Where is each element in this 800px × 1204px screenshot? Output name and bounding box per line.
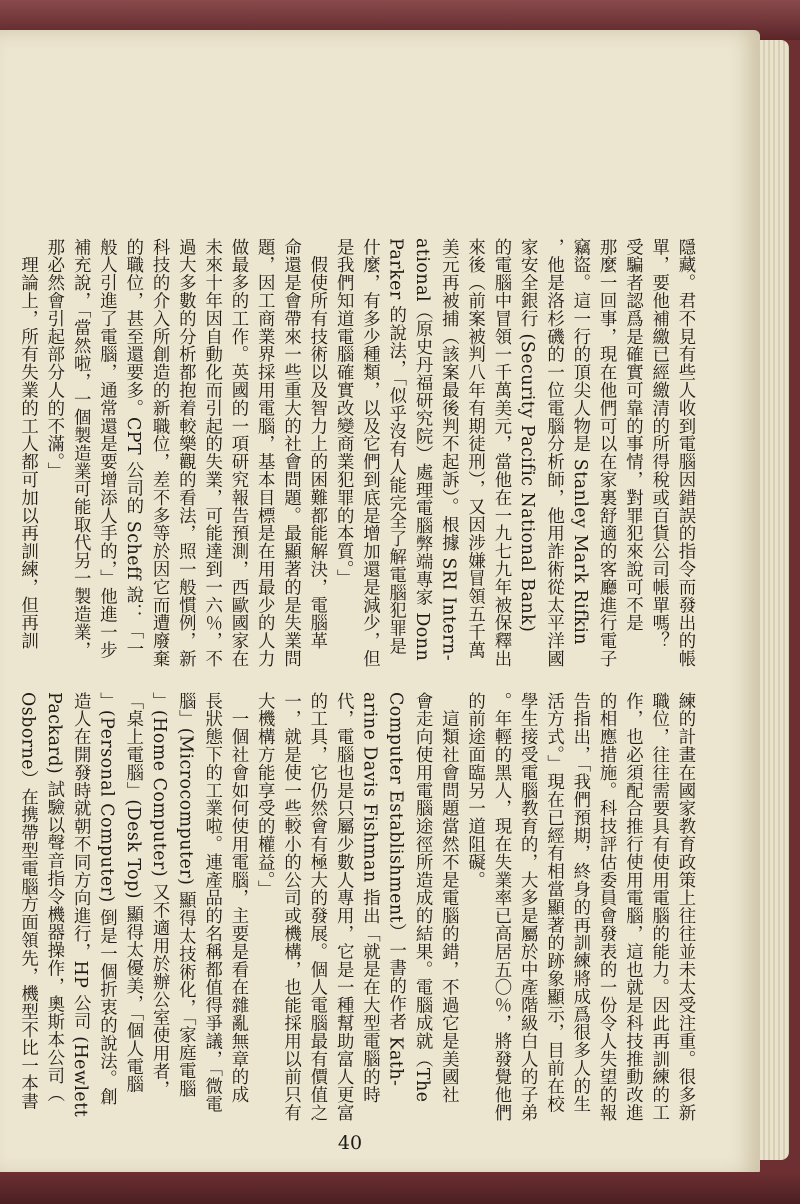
text-column: 科技的介入所創造的新職位，差不多等於因它而遭廢棄 [149,238,170,668]
text-column: 的電腦中冒領一千萬美元，當他在一九七九年被保釋出 [490,238,511,668]
text-column: 的前途面臨另一道阻礙。 [464,692,485,889]
text-column: 般人引進了電腦，通常還是要增添人手的，」他進一步 [96,238,117,659]
text-column: 過大多數的分析都抱着較樂觀的看法，照一般慣例，新 [175,238,196,668]
text-column: ，他是洛杉磯的一位電腦分析師，他用詐術從太平洋國 [543,238,564,668]
text-column: 的相應措施。科技評估委員會發表的一份令人失望的報 [596,692,617,1122]
text-column: 單，要他補繳已經繳清的所得稅或百貨公司帳單嗎？ [648,238,669,650]
text-column: 大機構方能享受的權益。」 [254,692,275,899]
text-column: 學生接受電腦教育的，大多是屬於中產階級白人的子弟 [517,692,538,1122]
text-column: 一，就是使一些較小的公司或機構，也能採用以前只有 [280,692,301,1122]
text-column: arine Davis Fishman 指出「就是在大型電腦的時 [359,692,380,1104]
text-column: 長狀態下的工業啦。連產品的名稱都值得爭議，「微電 [201,692,222,1113]
text-column: 一個社會如何使用電腦，主要是看在雜亂無章的成 [227,692,248,1104]
text-column: 補充說，「當然啦，一個製造業可能取代另一製造業， [70,238,91,659]
text-column: 美元再被捕（該案最後判不起訴）。根據 SRI Intern- [438,238,459,662]
text-column: 家安全銀行 (Security Pacific National Bank) [517,238,538,633]
text-column: 會走向使用電腦途徑所造成的結果。電腦成就（The [412,692,433,1103]
text-column: 做最多的工作。英國的一項研究報告預測，西歐國家在 [227,238,248,668]
text-column: 腦」(Microcomputer) 顯得太技術化，「家庭電腦 [175,692,196,1098]
text-column: 代，電腦也是只屬少數人專用，它是一種幫助富人更富 [333,692,354,1122]
text-column: 未來十年因自動化而引起的失業，可能達到一六％，不 [201,238,222,668]
text-column: 什麼，有多少種類，以及它們到底是增加還是減少，但 [359,238,380,668]
text-column: 告指出，「我們預期，終身的再訓練將成爲很多人的生 [569,692,590,1113]
text-column: Packard) 試驗以聲音指令機器操作，奧斯本公司（ [43,692,64,1103]
text-column: 」(Home Computer) 又不適用於辦公室使用者， [149,692,170,1098]
text-column: 作，也必須配合推行使用電腦，這也就是科技推動改進 [622,692,643,1122]
text-column: 活方式。」現在已經有相當顯著的跡象顯示，目前在校 [543,692,564,1113]
bottom-text-block [17,692,698,1122]
text-column: 「桌上電腦」(Desk Top) 顯得太優美，「個人電腦 [122,692,143,1094]
text-column: 是我們知道電腦確實改變商業犯罪的本質。」 [333,238,354,588]
text-column: ational（原史丹福研究院）處理電腦弊端專家 Donn [412,238,433,662]
text-column: 這類社會問題當然不是電腦的錯，不過它是美國社 [438,692,459,1104]
text-column: 隱藏。君不見有些人收到電腦因錯誤的指令而發出的帳 [675,238,695,668]
text-column: 那麼一回事，現在他們可以在家裏舒適的客廳進行電子 [596,238,617,668]
text-column: 練的計畫在國家教育政策上往往並未太受注重。很多新 [675,692,695,1122]
text-column: 職位，往往需要具有使用電腦的能力。因此再訓練的工 [648,692,669,1122]
text-column: 的職位，甚至還要多。CPT 公司的 Scheff 說：「一 [122,238,143,658]
text-column: 那必然會引起部分人的不滿。」 [43,238,64,480]
text-column: Osborne）在携帶型電腦方面領先，機型不比一本書 [17,692,38,1111]
text-column: 竊盜。這一行的頂尖人物是 Stanley Mark Rifkin [569,238,590,645]
book-page [0,30,760,1176]
text-column: 。年輕的黑人，現在失業率已高居五〇％，將發覺他們 [490,692,511,1122]
text-column: 的工具，它仍然會有極大的發展。個人電腦最有價值之 [306,692,327,1122]
text-column: 受騙者認爲是確實可靠的事情，對罪犯來說可不是 [622,238,643,632]
text-column: 理論上，所有失業的工人都可加以再訓練，但再訓 [17,238,38,650]
text-column: 造人在開發時就朝不同方向進行，HP 公司 (Hewlett [70,692,91,1118]
book-cover-bottom [0,1172,800,1204]
text-column: 假使所有技術以及智力上的困難都能解決，電腦革 [306,238,327,650]
text-column: 題，因工商業界採用電腦，基本目標是在用最少的人力 [254,238,275,668]
text-column: 命還是會帶來一些重大的社會問題。最顯著的是失業問 [280,238,301,668]
top-text-block [17,238,698,668]
text-column: Computer Establishment）一書的作者 Kath- [385,692,406,1087]
text-column: 」(Personal Computer) 倒是一個折衷的說法。創 [96,692,117,1106]
text-column: Parker 的說法，「似乎沒有人能完全了解電腦犯罪是 [385,238,406,656]
page-number: 40 [337,1132,363,1154]
text-column: 來後（前案被判八年有期徒刑），又因涉嫌冒領五千萬 [464,238,485,659]
